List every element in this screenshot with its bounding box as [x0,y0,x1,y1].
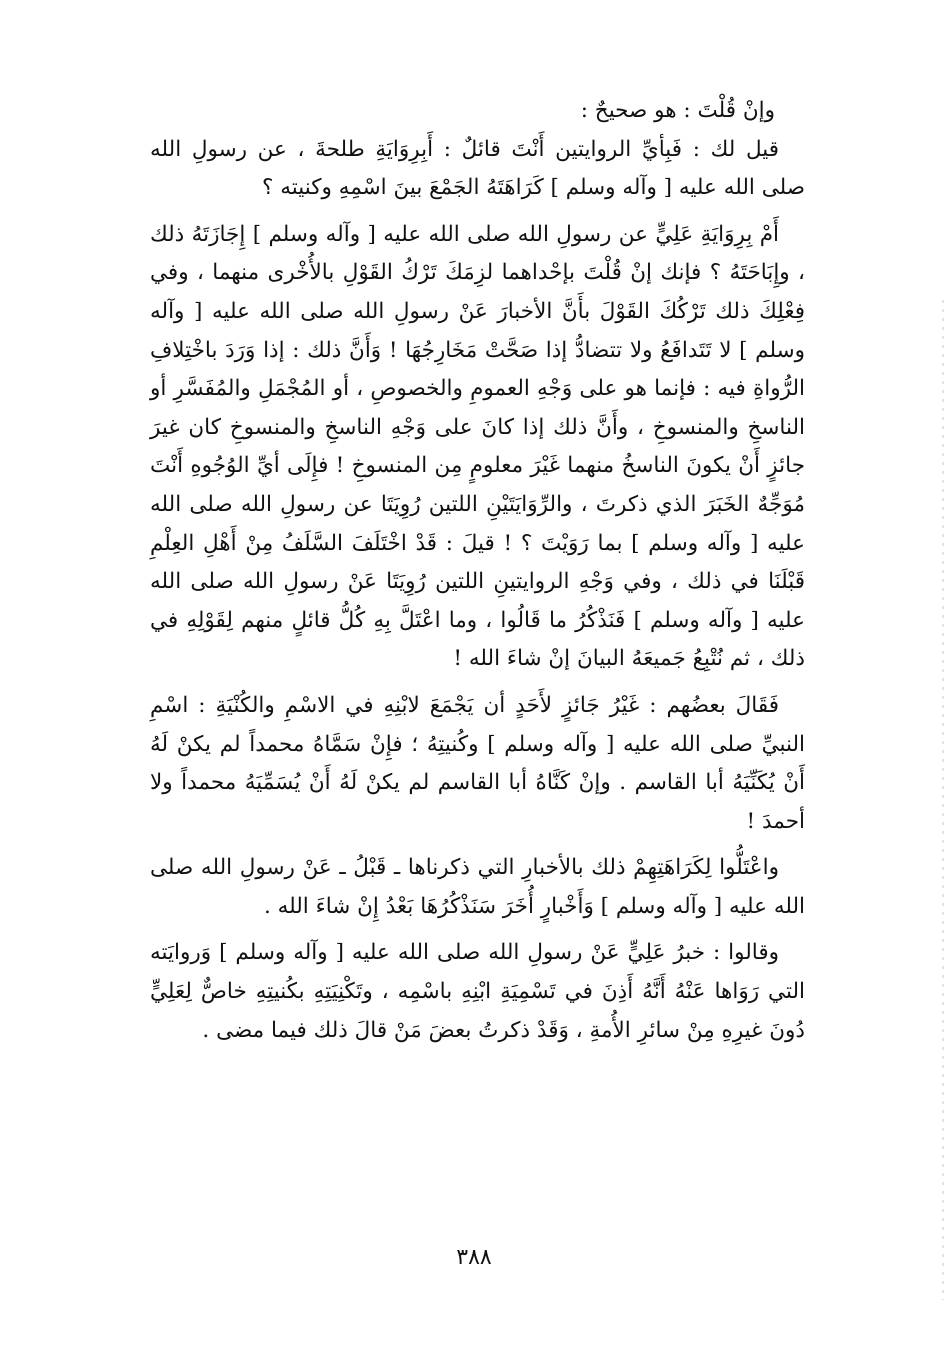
paragraph-3: أَمْ بِرِوَايَةِ عَلِيٍّ عن رسولِ الله صلى الله عليه [ وآله وسلم ] إِجَازَتَهُ ذلك ، وإِبَاحَتَهُ ؟ فإنك إنْ قُلْتَ بإحْداهما لزِمَكَ تَرْكُ القَوْلِ بالأُخْرى منهما ، وفي فِعْلِكَ ذلك تَرْكُكَ القَوْلَ بأَنَّ الأخبارَ عَنْ رسولِ الله صلى الله عليه [ وآله وسلم ] لا تَتَدافَعُ ولا تتضادُّ إذا صَحَّتْ مَخَارِجُهَا ! وَأَنَّ ذلك : إذا وَرَدَ باخْتِلافِ الرُّواةِ فيه : فإنما هو على وَجْهِ العمومِ والخصوصِ ، أو المُجْمَلِ والمُفَسَّرِ أو الناسخِ والمنسوخِ ، وأَنَّ ذلك إذا كانَ على وَجْهِ الناسخِ والمنسوخِ كان غيرَ جائزٍ أَنْ يكونَ الناسخُ منهما غَيْرَ معلومٍ مِن المنسوخِ ! فإِلَى أيِّ الوُجُوهِ أَنْتَ مُوَجِّهٌ الخَبَرَ الذي ذكرتَ ، والرِّوَايَتَيْنِ اللتين رُوِيَتَا عن رسولِ الله صلى الله عليه [ وآله وسلم ] بما رَوَيْتَ ؟ ! قيلَ : قَدْ اخْتَلَفَ السَّلَفُ مِنْ أَهْلِ العِلْمِ قَبْلَنَا في ذلك ، وفي وَجْهِ الروايتينِ اللتين رُوِيَتَا عَنْ رسولِ الله صلى الله عليه [ وآله وسلم ] فَنَذْكُرُ ما قَالُوا ، وما اعْتَلَّ بِهِ كُلُّ قائلٍ منهم لِقَوْلِهِ في ذلك ، ثم نُتْبِعُ جَميعَهُ البيانَ إنْ شاءَ الله ! [150,221,805,672]
paragraph-4: فَقَالَ بعضُهم : غَيْرُ جَائزٍ لأَحَدٍ أن يَجْمَعَ لابْنِهِ في الاسْمِ والكُنْيَةِ : اسْمِ النبيِّ صلى الله عليه [ وآله وسلم ] وكُنيتِهُ ؛ فإِنْ سَمَّاهُ محمداً لم يكنْ لَهُ أَنْ يُكَنِّيَهُ أبا القاسم . وإنْ كَنَّاهُ أبا القاسم لم يكنْ لَهُ أَنْ يُسَمِّيَهُ محمداً ولا أحمدَ ! [150,692,805,834]
paragraph-1: وإنْ قُلْتَ : هو صحيحٌ : [580,98,775,123]
paragraph-6: وقالوا : خبرُ عَلِيٍّ عَنْ رسولِ الله صلى الله عليه [ وآله وسلم ] وَروايَته التي رَوَاها عَنْهُ أَنَّهُ أَذِنَ في تَسْمِيَةِ ابْنِهِ باسْمِه ، وتَكْنِيَتِهِ بكُنيتِهِ خاصٌّ لِعَلِيٍّ دُونَ غيرِهِ مِنْ سائرِ الأُمةِ ، وَقَدْ ذكرتُ بعضَ مَنْ قالَ ذلك فيما مضى . [150,940,805,1043]
page-number: ٣٨٨ [456,1245,492,1270]
paragraph-5: واعْتَلُّوا لِكَرَاهَتِهِمْ ذلك بالأخبارِ التي ذكرناها ـ قَبْلُ ـ عَنْ رسولِ الله صلى الله عليه [ وآله وسلم ] وَأَخْبارٍ أُخَرَ سَنَذْكُرُهَا بَعْدُ إِنْ شاءَ الله . [150,855,805,919]
body-text [150,92,805,1058]
paragraph-2: قيل لك : فَبِأيِّ الروايتين أَنْتَ قائلٌ : أَبِرِوَايَةِ طلحةَ ، عن رسولِ الله صلى الله عليه [ وآله وسلم ] كَرَاهَتَهُ الجَمْعَ بينَ اسْمِهِ وكنيته ؟ [150,136,805,201]
scan-edge-marks [942,300,944,1300]
